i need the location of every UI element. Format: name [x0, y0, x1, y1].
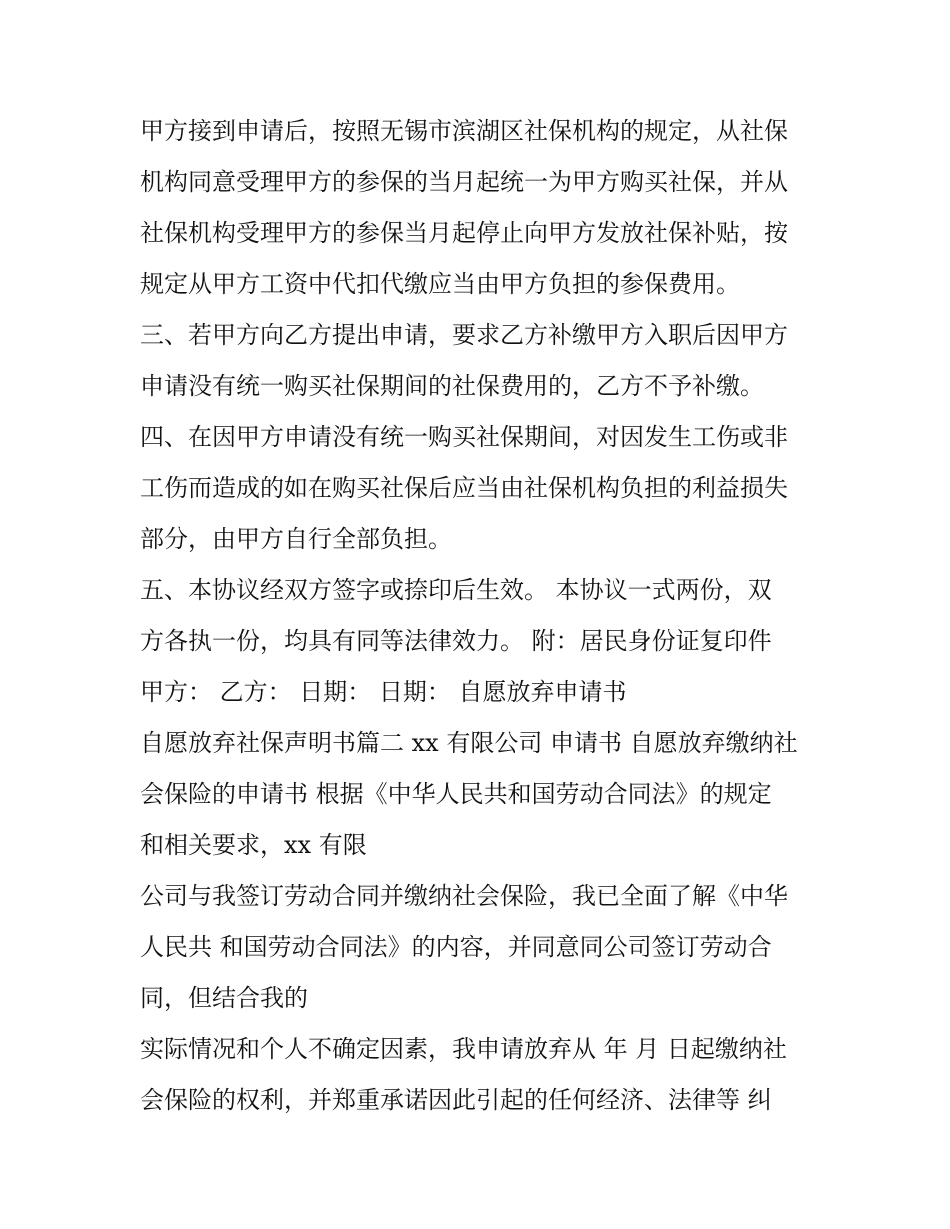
text-line: 公司与我签订劳动合同并缴纳社会保险，我已全面了解《中华	[140, 882, 788, 910]
text-line: 部分，由甲方自行全部负担。	[140, 525, 452, 553]
text-line: 人民共 和国劳动合同法》的内容，并同意同公司签订劳动合	[140, 933, 772, 961]
text-line: 同，但结合我的	[140, 984, 308, 1012]
document-body	[140, 106, 830, 1126]
text-line: 社保机构受理甲方的参保当月起停止向甲方发放社保补贴，按	[140, 219, 788, 247]
text-line: 会保险的权利，并郑重承诺因此引起的任何经济、法律等 纠	[140, 1086, 772, 1114]
text-line: 机构同意受理甲方的参保的当月起统一为甲方购买社保，并从	[140, 168, 788, 196]
text-line: 实际情况和个人不确定因素，我申请放弃从 年 月 日起缴纳社	[140, 1035, 787, 1063]
text-line: 申请没有统一购买社保期间的社保费用的，乙方不予补缴。	[140, 372, 764, 400]
text-line: 和相关要求，xx 有限	[140, 831, 367, 859]
text-line: 会保险的申请书 根据《中华人民共和国劳动合同法》的规定	[140, 780, 772, 808]
text-line: 自愿放弃社保声明书篇二 xx 有限公司 申请书 自愿放弃缴纳社	[140, 729, 798, 757]
text-line: 方各执一份，均具有同等法律效力。 附：居民身份证复印件	[140, 627, 772, 655]
text-line: 规定从甲方工资中代扣代缴应当由甲方负担的参保费用。	[140, 270, 740, 298]
text-line: 工伤而造成的如在购买社保后应当由社保机构负担的利益损失	[140, 474, 788, 502]
text-line: 四、在因甲方申请没有统一购买社保期间，对因发生工伤或非	[140, 423, 788, 451]
text-line: 甲方接到申请后，按照无锡市滨湖区社保机构的规定，从社保	[140, 117, 788, 145]
text-line: 五、本协议经双方签字或捺印后生效。 本协议一式两份，双	[140, 576, 772, 604]
text-line: 甲方： 乙方： 日期： 日期： 自愿放弃申请书	[140, 678, 627, 706]
text-line: 三、若甲方向乙方提出申请，要求乙方补缴甲方入职后因甲方	[140, 321, 788, 349]
